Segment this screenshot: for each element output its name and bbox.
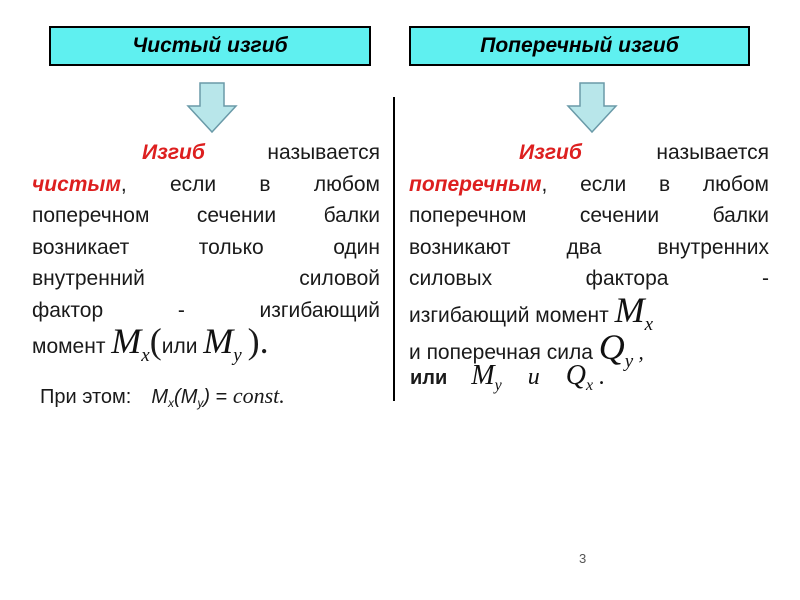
formula-symbol: M	[151, 386, 169, 408]
down-arrow-icon	[186, 82, 238, 134]
paren: ).	[247, 321, 269, 361]
term-bending: Изгиб	[519, 141, 582, 164]
text-line: возникают два внутренних	[409, 235, 769, 259]
formula-equals: =	[210, 386, 233, 408]
text: называется	[581, 141, 769, 164]
text-line: силовых фактора -	[409, 267, 769, 290]
moment-symbol: M	[614, 289, 645, 330]
moment-symbol: M	[111, 321, 142, 361]
text: или	[161, 335, 198, 358]
alternative-line	[410, 360, 605, 392]
term-pure: чистым	[32, 172, 121, 196]
term-transverse: поперечным	[409, 172, 542, 196]
subscript: x	[644, 313, 654, 335]
subscript: y	[624, 351, 634, 372]
formula-subscript: y	[197, 396, 204, 410]
moment-line	[32, 321, 380, 366]
subscript: y	[494, 377, 502, 394]
pure-bending-definition	[32, 137, 380, 364]
formula-symbol: )	[203, 386, 211, 408]
formula-label: При этом:	[40, 386, 132, 408]
header-pure-bending-label: Чистый изгиб	[132, 34, 288, 57]
formula-subscript: x	[168, 396, 175, 410]
moment-symbol: M	[471, 360, 495, 391]
shear-symbol: Q	[598, 327, 625, 367]
text: изгибающий момент	[409, 303, 609, 327]
text-line: фактор - изгибающий	[32, 298, 380, 322]
subscript: y	[233, 345, 242, 366]
formula-const: const.	[232, 383, 285, 408]
constant-moment-formula	[40, 383, 285, 409]
term-bending: Изгиб	[142, 141, 205, 164]
text-line: поперечном сечении балки	[409, 204, 769, 227]
down-arrow-icon	[566, 82, 618, 134]
transverse-bending-definition	[409, 137, 769, 370]
text: , если в любом	[541, 172, 769, 196]
header-transverse-bending	[409, 26, 750, 66]
text-line: возникает только один	[32, 235, 380, 259]
text: и	[527, 364, 540, 390]
text-line: поперечном сечении балки	[32, 204, 380, 227]
text: и поперечная сила	[409, 341, 593, 364]
formula-symbol: (M	[174, 386, 198, 408]
comma: ,	[633, 340, 644, 364]
text: или	[410, 367, 448, 389]
text: , если в любом	[120, 172, 380, 196]
paren: (	[149, 321, 162, 361]
moment-symbol: M	[203, 321, 234, 361]
text: называется	[204, 141, 380, 164]
shear-symbol: Q	[565, 360, 586, 391]
text-line: внутренний силовой	[32, 267, 380, 290]
header-transverse-bending-label: Поперечный изгиб	[480, 34, 679, 57]
subscript: x	[585, 377, 594, 394]
page-number: 3	[579, 551, 587, 566]
moment-line	[409, 289, 769, 335]
column-divider	[393, 97, 395, 401]
header-pure-bending	[49, 26, 371, 66]
subscript: x	[141, 345, 150, 366]
text: момент	[32, 335, 106, 358]
dot: .	[593, 364, 606, 390]
